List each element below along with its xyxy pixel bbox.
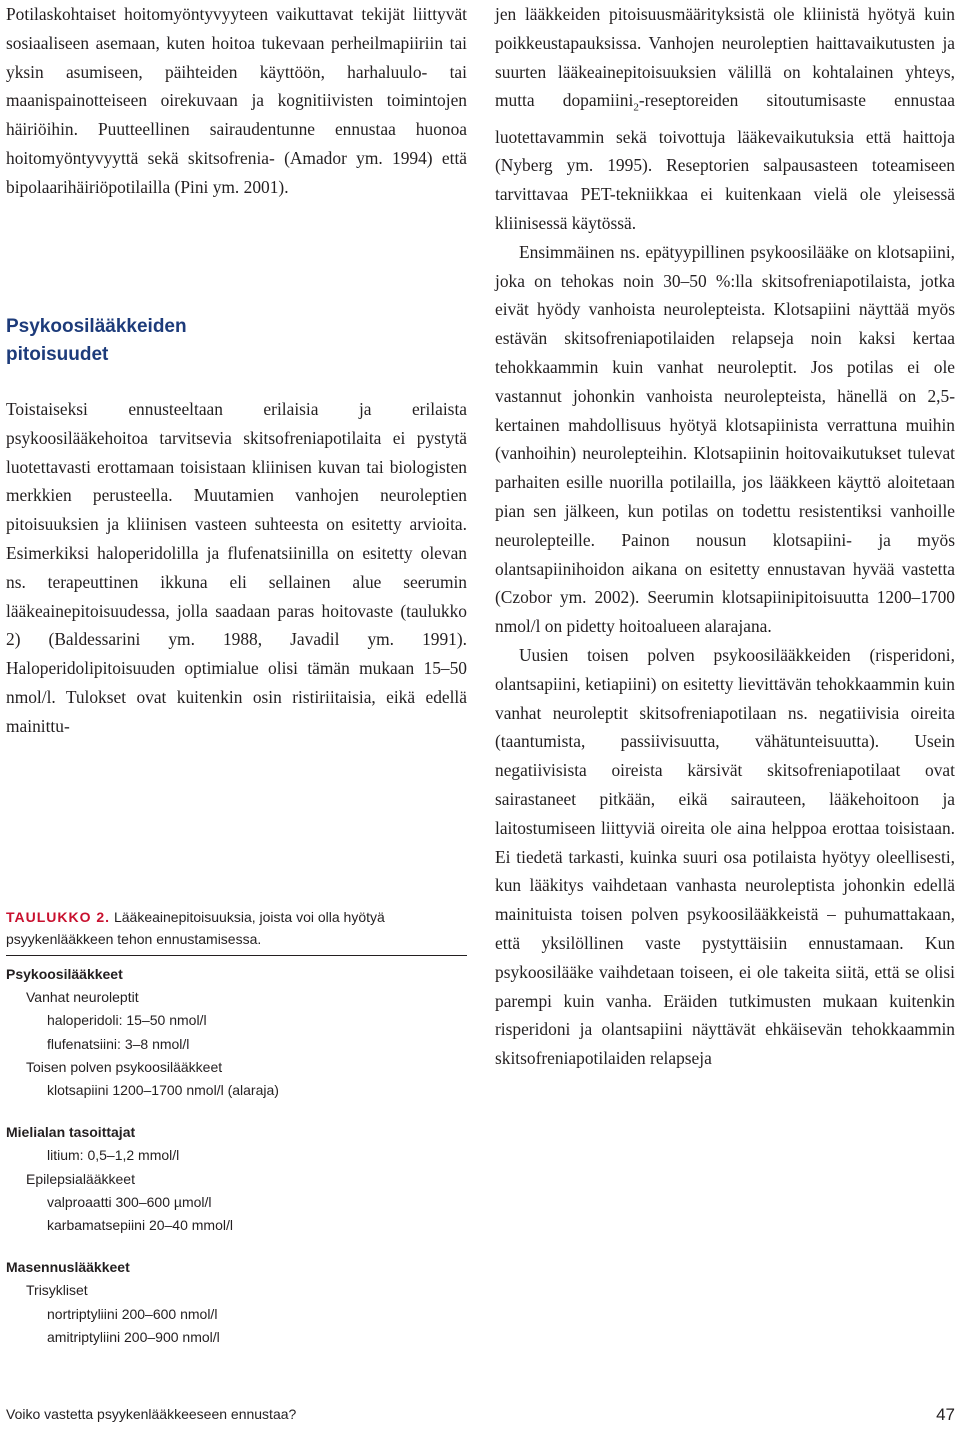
table-caption-text: Lääkeainepitoisuuksia, joista voi olla hyötyä psyykenlääkkeen tehon ennustamisessa. [6, 909, 385, 947]
table-group-heading: Masennuslääkkeet [6, 1259, 130, 1276]
p1-text-after: -reseptoreiden sitoutumisaste ennustaa luotettavammin sekä toivottuja lääkevaikutuksia että haittoja (Nyberg ym. 1995). Reseptorien salpausasteen toteamiseen tarvittavaa PET-tekniikkaa ei kuitenkaan vielä ole yleisessä kliinisessä käytössä. [495, 90, 955, 234]
p1-subscript: 2 [633, 101, 639, 114]
table-group-heading: Psykoosilääkkeet [6, 966, 123, 982]
left-column [6, 0, 467, 1345]
table-row: nortriptyliini 200–600 nmol/l [47, 1305, 218, 1322]
table-row: klotsapiini 1200–1700 nmol/l (alaraja) [47, 1082, 279, 1099]
paragraph-second-generation: Uusien toisen polven psykoosilääkkeiden (risperidoni, olantsapiini, ketiapiini) on esitetty lievittävän tehokkaammin kuin vanhat neuroleptit skitsofreniapotilaan ns. negatiivisia oireita (taantumista, passiivisuutta, vähätunteisuutta). Usein negatiivisista oireista kärsivät skitsofreniapotilaat ovat sairastaneet pitkään, eikä sairauteen, lääkehoitoon ja laitostumiseen liittyviä oireita ole aina helppoa erottaa toisistaan. Ei tiedetä tarkasti, kuinka suuri osa potilaista hyötyy oleellisesti, kun lääkitys vaihdetaan vanhasta neuroleptista johonkin edellä mainituista toisen polven psykoosilääkkeistä – puhumattakaan, että yksilöllinen vaste pystyttäisiin ennustamaan. Kun psykoosilääke vaihdetaan toiseen, ei ole takeita siitä, että se olisi parempi kuin vanha. Eräiden tutkimusten mukaan kuitenkin risperidoni ja olantsapiini näyttävät ehkäisevän tehokkaammin skitsofreniapotilaiden relapseja [495, 645, 955, 1069]
paragraph-continuation [495, 0, 955, 238]
table-label: TAULUKKO 2. [6, 909, 111, 925]
table-row: flufenatsiini: 3–8 nmol/l [47, 1035, 190, 1052]
table-row: litium: 0,5–1,2 mmol/l [47, 1147, 180, 1164]
table-row: valproaatti 300–600 µmol/l [47, 1193, 212, 1210]
section-paragraph: Toistaiseksi ennusteeltaan erilaisia ja erilaista psykoosilääkehoitoa tarvitsevia skitsofreniapotilaita ei pystytä luotettavasti erottamaan toisistaan kliinisen kuvan tai biologisten merkkien perusteella. Muutamien vanhojen neuroleptien pitoisuuksien ja kliinisen vasteen suhteesta on esitetty arvioita. Esimerkiksi haloperidolilla ja flufenatsiinilla on esitetty olevan ns. terapeuttinen ikkuna eli sellainen alue seerumin lääkeainepitoisuudessa, jolla saadaan paras hoitovaste (taulukko 2) (Baldessarini ym. 1988, Javadil ym. 1991). Haloperidolipitoisuuden optimialue olisi tämän mukaan 15–50 nmol/l. Tulokset ovat kuitenkin osin ristiriitaisia, eikä edellä mainittu- [6, 399, 467, 736]
footer-title: Voiko vastetta psyykenlääkkeeseen ennustaa? [6, 1406, 297, 1422]
table-gap [6, 1237, 467, 1256]
section-heading-line-1: Psykoosilääkkeiden [6, 316, 187, 337]
right-column-text [495, 0, 955, 1073]
table-row: karbamatsepiini 20–40 mmol/l [47, 1217, 233, 1234]
table-subgroup: Epilepsialääkkeet [26, 1170, 135, 1187]
table-gap [6, 1102, 467, 1121]
table-row: amitriptyliini 200–900 nmol/l [47, 1328, 220, 1345]
section-heading [6, 313, 187, 369]
page-number: 47 [936, 1405, 955, 1424]
table-group-heading: Mielialan tasoittajat [6, 1124, 136, 1141]
table-subgroup: Toisen polven psykoosilääkkeet [26, 1058, 223, 1075]
right-column [495, 0, 955, 1073]
table-subgroup: Vanhat neuroleptit [26, 989, 139, 1006]
table-caption [6, 906, 467, 956]
table-2 [6, 906, 467, 1349]
table-body [6, 963, 467, 1349]
table-subgroup: Trisykliset [26, 1282, 88, 1299]
paragraph-clozapine: Ensimmäinen ns. epätyypillinen psykoosilääke on klotsapiini, joka on tehokas noin 30–50 %:lla skitsofreniapotilaista, jotka eivät hyödy vanhoista neurolepteista. Klotsapiini näyttää myös estävän skitsofreniapotilaiden relapseja noin kaksi kertaa tehokkaammin kuin vanhat neuroleptit. Jos potilas ei ole vastannut johonkin vanhoista neurolepteista, hänellä on 2,5-kertainen mahdollisuus hyötyä klotsapiinista verrattuna muihin (vanhoihin) neurolepteihin. Klotsapiinin hoitovaikutukset tulevat parhaiten esille nuorilla potilailla, jos lääkkeen käyttö aloitetaan pian sen jälkeen, kun potilas on todettu resistentiksi vanhoille neurolepteille. Painon nousun klotsapiini- ja myös olantsapiinihoidon aikana on esitetty ennustavan hyvää vastetta (Czobor ym. 2002). Seerumin klotsapiinipitoisuutta 1200–1700 nmol/l on pidetty hoitoalueen alarajana. [495, 241, 955, 637]
section-heading-line-2: pitoisuudet [6, 344, 109, 365]
table-row: haloperidoli: 15–50 nmol/l [47, 1012, 207, 1029]
intro-paragraph: Potilaskohtaiset hoitomyöntyvyyteen vaikuttavat tekijät liittyvät sosiaaliseen asemaan, kuten hoitoa tukevaan perheilmapiiriin tai yksin asumiseen, päihteiden käyttöön, harhaluulo- tai maanispainotteiseen oirekuvaan ja kognitiivisten toimintojen häiriöihin. Puutteellinen sairaudentunne ennustaa huonoa hoitomyöntyvyyttä sekä skitsofrenia- (Amador ym. 1994) että bipolaarihäiriöpotilailla (Pini ym. 2001). [6, 4, 467, 197]
p1-text-before: jen lääkkeiden pitoisuusmäärityksistä ole kliinistä hyötyä kuin poikkeustapauksissa. Vanhojen neuroleptien haittavaikutusten ja suurten lääkeainepitoisuuksien välillä on kohtalainen yhteys, mutta dopamiini [495, 4, 955, 111]
